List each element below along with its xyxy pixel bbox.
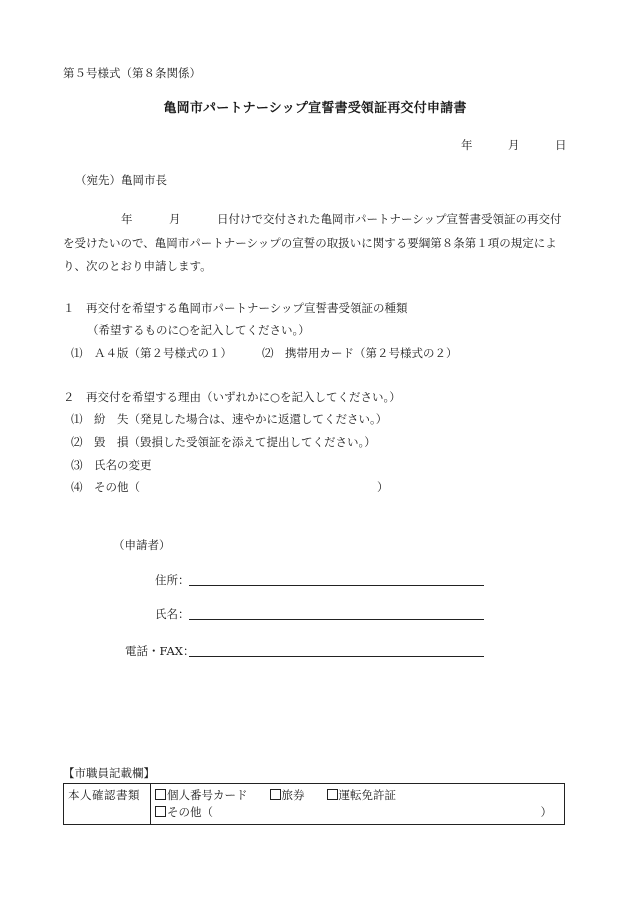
address-label: 住所： (155, 573, 190, 587)
intro-month-label: 月 (169, 212, 181, 226)
form-number: 第５号様式（第８条関係） (63, 66, 201, 80)
reason-name-change[interactable]: ⑶ 氏名の変更 (71, 458, 152, 472)
option-drivers-license[interactable] (327, 788, 397, 802)
phone-fax-label: 電話・FAX： (125, 644, 195, 658)
option-mynumber-card[interactable] (155, 788, 248, 802)
option-other[interactable] (155, 805, 213, 819)
section1-heading: １ 再交付を希望する亀岡市パートナーシップ宣誓書受領証の種類 (63, 301, 408, 315)
intro-line2: を受けたいので、亀岡市パートナーシップの宣誓の取扱いに関する要綱第８条第１項の規定によ (63, 236, 557, 250)
reason-damaged[interactable]: ⑵ 毀 損（毀損した受領証を添えて提出してください。） (71, 435, 376, 449)
identity-other-row (155, 804, 560, 821)
intro-year-label: 年 (121, 212, 133, 226)
checkbox-icon[interactable] (155, 806, 166, 817)
reason-other[interactable]: ⑷ その他（ (71, 480, 140, 494)
intro-line3: り、次のとおり申請します。 (63, 259, 212, 273)
checkbox-icon[interactable] (155, 789, 166, 800)
name-input-line[interactable] (189, 619, 484, 620)
reason-other-close: ） (377, 480, 389, 494)
checkbox-icon[interactable] (270, 789, 281, 800)
phone-fax-input-line[interactable] (189, 656, 484, 657)
option-other-close: ） (540, 805, 552, 819)
identity-options-row (155, 787, 560, 804)
reason-lost[interactable]: ⑴ 紛 失（発見した場合は、速やかに返還してください。） (71, 412, 388, 426)
checkbox-icon[interactable] (327, 789, 338, 800)
option-passport[interactable] (270, 788, 305, 802)
address-input-line[interactable] (189, 585, 484, 586)
section2-heading: ２ 再交付を希望する理由（いずれかに○を記入してください。） (63, 390, 401, 404)
section1-note: （希望するものに○を記入してください。） (87, 323, 310, 337)
staff-table-row (64, 784, 565, 825)
intro-line1: 日付けで交付された亀岡市パートナーシップ宣誓書受領証の再交付 (217, 212, 562, 226)
page-title: 亀岡市パートナーシップ宣誓書受領証再交付申請書 (163, 101, 467, 116)
section1-option-card[interactable]: ⑵ 携帯用カード（第２号様式の２） (262, 346, 458, 360)
option-other-label: その他（ (167, 805, 213, 819)
date-year-label: 年 (461, 138, 473, 152)
date-month-label: 月 (508, 138, 520, 152)
option-passport-label: 旅券 (281, 788, 305, 802)
staff-section-heading: 【市職員記載欄】 (63, 766, 155, 780)
date-day-label: 日 (555, 138, 567, 152)
addressee: （宛先）亀岡市長 (75, 173, 167, 187)
identity-document-label: 本人確認書類 (64, 784, 151, 825)
option-drivers-license-label: 運転免許証 (338, 788, 396, 802)
applicant-heading: （申請者） (113, 538, 171, 552)
option-mynumber-card-label: 個人番号カード (167, 788, 248, 802)
section1-option-a4[interactable]: ⑴ Ａ４版（第２号様式の１） (71, 346, 232, 360)
name-label: 氏名： (155, 607, 190, 621)
staff-table (63, 783, 565, 825)
identity-document-options (151, 784, 565, 825)
